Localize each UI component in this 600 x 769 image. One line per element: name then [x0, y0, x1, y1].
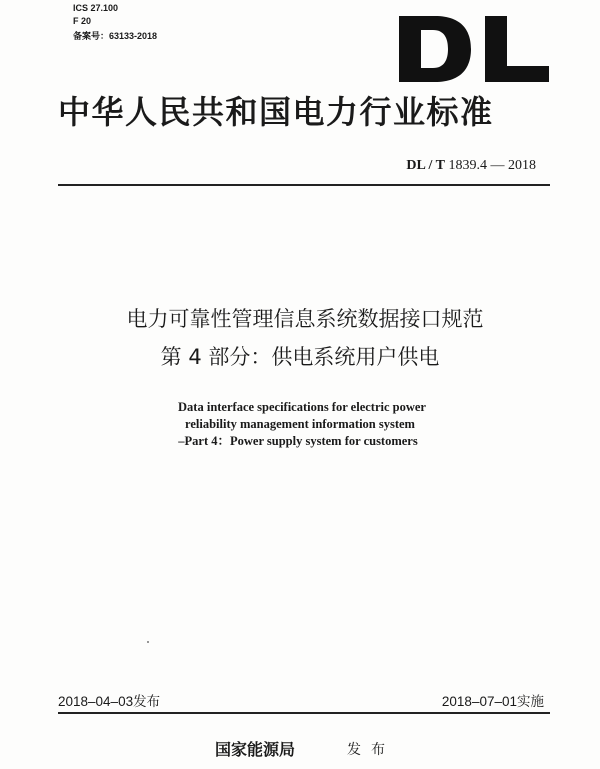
- english-title-line1: Data interface specifications for electric power: [178, 400, 426, 414]
- bottom-divider: [58, 712, 550, 714]
- scan-speck: [147, 641, 149, 643]
- top-divider: [58, 184, 550, 186]
- standard-number: [406, 158, 536, 174]
- publish-label: 发布: [347, 742, 395, 758]
- standard-number-value: 1839.4 — 2018: [448, 158, 536, 173]
- implementation-date: 2018–07–01实施: [441, 694, 544, 709]
- issue-date: 2018–04–03发布: [58, 694, 161, 709]
- ccs-code: F 20: [73, 16, 92, 26]
- chinese-title-line1: 电力可靠性管理信息系统数据接口规范: [126, 307, 484, 331]
- english-title-line3: –Part 4：Power supply system for customers: [178, 434, 418, 448]
- dl-logo: [397, 14, 552, 84]
- standard-number-prefix: DL / T: [406, 158, 445, 173]
- chinese-title-line2: 第 4 部分：供电系统用户供电: [160, 345, 440, 369]
- standard-category-title: 中华人民共和国电力行业标准: [58, 93, 494, 131]
- filing-number: 备案号：63133-2018: [73, 31, 158, 41]
- ics-code: ICS 27.100: [73, 3, 119, 13]
- english-title-line2: reliability management information system: [185, 417, 415, 431]
- publisher-name: 国家能源局: [215, 740, 296, 759]
